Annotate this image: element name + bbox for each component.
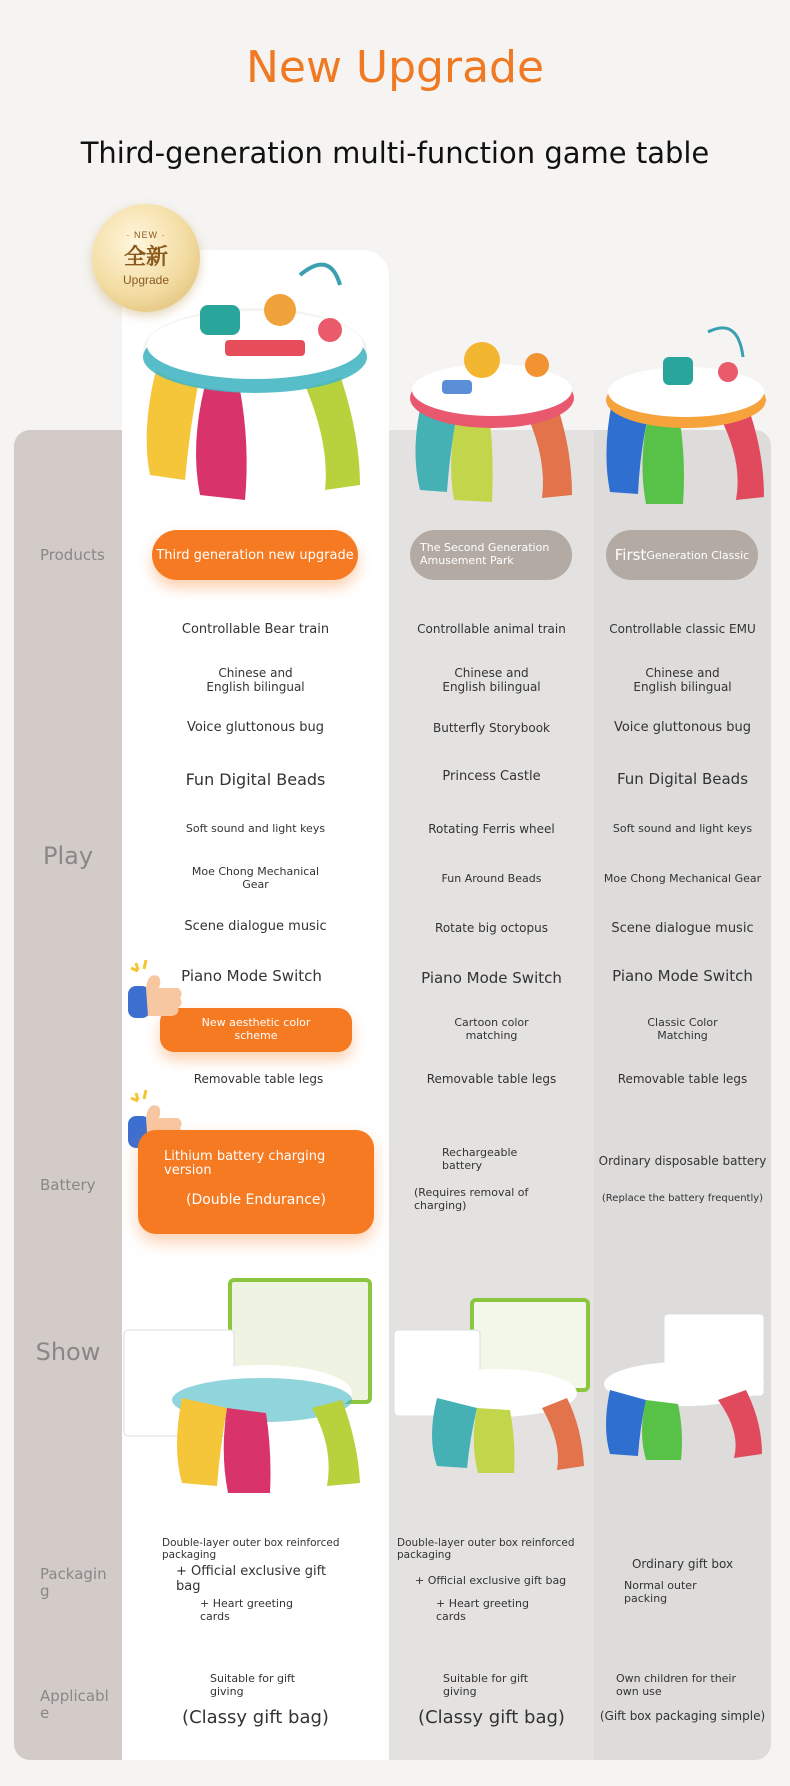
play-g1-item: Classic Color Matching: [647, 1016, 718, 1042]
second-gen-product-pill: The Second Generation Amusement Park: [410, 530, 572, 580]
row-label-products: Products: [40, 546, 105, 564]
g3-battery-box: [138, 1130, 374, 1234]
page-title: New Upgrade: [245, 42, 545, 93]
g3-applicable-line2: (Classy gift bag): [182, 1707, 329, 1728]
first-gen-product-pill: [606, 530, 758, 580]
play-g1-item: Removable table legs: [617, 1072, 748, 1086]
g1-battery-line2: (Replace the battery frequently): [601, 1193, 764, 1204]
play-g1-item: Chinese and English bilingual: [633, 666, 732, 694]
g2-packaging-line: + Heart greeting cards: [436, 1597, 529, 1623]
second-gen-show-image: [392, 1298, 592, 1478]
g2-applicable-line1: Suitable for gift giving: [443, 1672, 529, 1698]
play-g2-item: Cartoon color matching: [454, 1016, 529, 1042]
g1-applicable-line1: Own children for their own use: [616, 1672, 737, 1698]
play-g3-item: Scene dialogue music: [184, 919, 327, 934]
g3-battery-line1: Lithium battery charging version: [164, 1149, 326, 1179]
g2-applicable-line2: (Classy gift bag): [418, 1707, 565, 1728]
first-gen-first-text: First: [614, 546, 647, 564]
g3-packaging-line: Double-layer outer box reinforced packaging: [162, 1537, 340, 1562]
play-g1-item: Controllable classic EMU: [609, 622, 756, 636]
row-label-battery: Battery: [40, 1176, 96, 1194]
play-g3-item: Chinese and English bilingual: [206, 666, 305, 694]
g1-applicable-line2: (Gift box packaging simple): [599, 1709, 766, 1723]
play-g3-item: Piano Mode Switch: [181, 967, 322, 985]
play-g3-item: Soft sound and light keys: [185, 822, 326, 835]
play-g3-item: Removable table legs: [193, 1072, 324, 1086]
thumbs-up-hand-icon: [126, 958, 186, 1022]
play-g2-item: Chinese and English bilingual: [442, 666, 541, 694]
play-g2-item: Fun Around Beads: [441, 872, 542, 885]
g3-applicable-line1: Suitable for gift giving: [210, 1672, 296, 1698]
g3-packaging-line: + Official exclusive gift bag: [176, 1564, 327, 1594]
row-label-play: Play: [42, 842, 94, 870]
play-g2-item: Piano Mode Switch: [421, 969, 562, 987]
third-gen-show-image: [122, 1278, 372, 1498]
play-g3-item: Fun Digital Beads: [185, 770, 326, 789]
g3-battery-line2: (Double Endurance): [186, 1192, 326, 1208]
g1-packaging-line: Ordinary gift box: [631, 1557, 734, 1571]
play-g3-item: Moe Chong Mechanical Gear: [191, 865, 320, 891]
play-g3-item: Controllable Bear train: [181, 622, 330, 637]
play-g2-item: Controllable animal train: [417, 622, 566, 636]
g3-packaging-line: + Heart greeting cards: [200, 1597, 293, 1623]
play-g2-item: Rotating Ferris wheel: [428, 822, 555, 836]
g2-battery-line2: (Requires removal of charging): [414, 1186, 529, 1212]
play-g2-item: Butterfly Storybook: [433, 721, 550, 735]
first-gen-show-image: [596, 1312, 768, 1462]
play-g1-item: Fun Digital Beads: [616, 770, 749, 788]
play-g1-item: Soft sound and light keys: [612, 822, 753, 835]
badge-upgrade-text: Upgrade: [122, 272, 170, 287]
row-label-packaging: Packagin g: [40, 1565, 107, 1601]
play-g2-item: Removable table legs: [426, 1072, 557, 1086]
play-g3-item: Voice gluttonous bug: [186, 720, 325, 735]
play-g2-item: Princess Castle: [442, 769, 541, 784]
g2-battery-line1: Rechargeable battery: [442, 1146, 518, 1172]
play-g2-item: Rotate big octopus: [435, 921, 548, 935]
play-g1-item: Moe Chong Mechanical Gear: [603, 872, 762, 885]
g3-new-color-scheme-pill: New aesthetic color scheme: [160, 1008, 352, 1052]
g2-packaging-line: + Official exclusive gift bag: [415, 1574, 567, 1587]
third-gen-table-image: [130, 245, 380, 507]
row-label-show: Show: [35, 1338, 101, 1366]
second-gen-table-image: [402, 320, 582, 510]
g2-packaging-line: Double-layer outer box reinforced packaging: [397, 1537, 575, 1562]
first-gen-rest-text: Generation Classic: [646, 548, 750, 562]
badge-new-text: · NEW ·: [126, 229, 166, 240]
badge-cn-text: 全新: [123, 243, 168, 270]
play-g1-item: Voice gluttonous bug: [613, 720, 752, 735]
play-g1-item: Scene dialogue music: [611, 921, 754, 936]
row-label-applicable: Applicabl e: [40, 1687, 109, 1723]
third-gen-product-pill: Third generation new upgrade: [152, 530, 358, 580]
first-gen-table-image: [598, 322, 770, 510]
label-column: [14, 430, 122, 1760]
g1-battery-line1: Ordinary disposable battery: [598, 1154, 767, 1168]
page-subtitle: Third-generation multi-function game table: [80, 136, 710, 170]
g1-packaging-line: Normal outer packing: [624, 1579, 697, 1605]
play-g1-item: Piano Mode Switch: [612, 967, 753, 985]
